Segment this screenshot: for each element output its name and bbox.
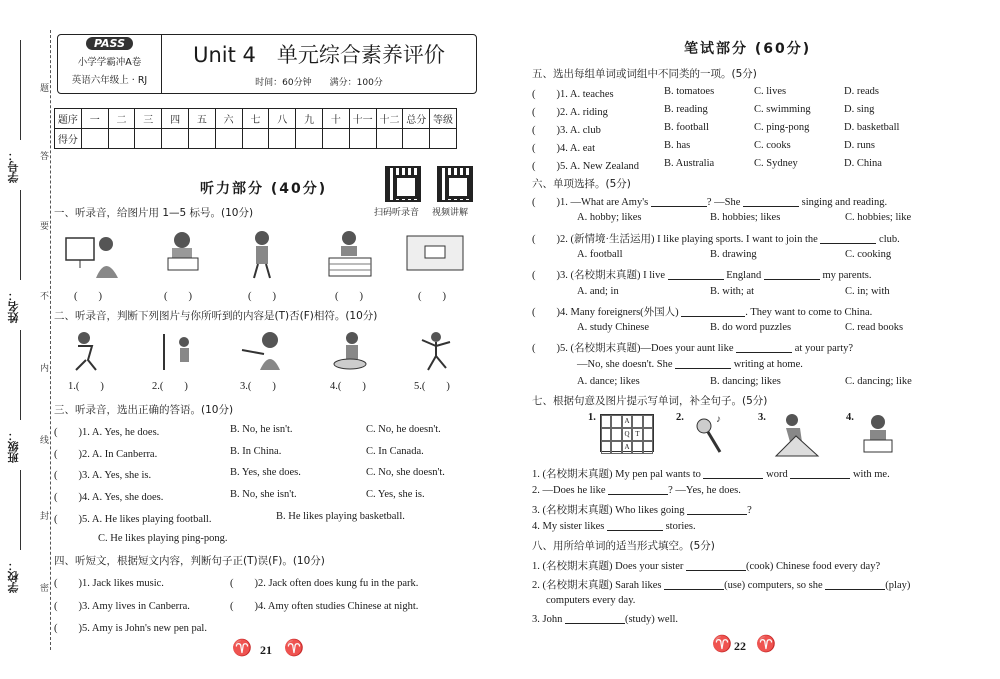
q8-title: 八、用所给单词的适当形式填空。(5分) [532,540,715,552]
score-cell[interactable] [81,129,108,149]
blank[interactable] [681,306,745,317]
q6-4-opt-c: C. read books [845,322,904,333]
qr-label-video: 视频讲解 [432,208,469,218]
q5-item-3-b: B. football [664,122,709,133]
picture-word-puzzle [405,232,465,274]
q6-1-opt-c: C. hobbies; like [845,212,912,223]
cut-word: 密 [40,580,49,595]
q5-item-4-a[interactable]: ( )4. A. eat [532,143,595,154]
school-label: 学校： [7,560,20,593]
q4-item-4[interactable]: ( )4. Amy often studies Chinese at night. [230,601,419,612]
crossword-letter: Q [622,428,632,441]
picture-boy-kungfu [244,228,280,280]
q6-2-opt-b: B. drawing [710,249,757,260]
q5-item-5-a[interactable]: ( )5. A. New Zealand [532,161,640,172]
q5-item-1-a[interactable]: ( )1. A. teaches [532,89,614,100]
q4-item-2[interactable]: ( )2. Jack often does kung fu in the park. [230,578,419,589]
q6-5-text: at your party? [792,343,854,354]
student-number-label: 学号： [7,150,20,183]
q6-1-text: ( )1. —What are Amy's [532,197,651,208]
q6-item-3[interactable] [532,267,871,282]
score-header-cell: 一 [81,109,108,129]
blank[interactable] [668,269,724,280]
q8-3-text: 3. John [532,614,565,625]
cut-word: 内 [40,360,49,375]
picture-kids-playing [150,330,196,372]
q3-item-3-a[interactable]: ( )3. A. Yes, she is. [54,470,152,481]
blank[interactable] [675,358,731,369]
score-header-cell: 九 [296,109,323,129]
q6-item-1[interactable] [532,194,887,209]
listening-section-title: 听力部分 (40分) [200,181,328,197]
score-cell[interactable] [376,129,403,149]
q6-4-opt-a: A. study Chinese [577,322,650,333]
q1-title: 一、听录音，给图片用 1—5 标号。(10分) [54,207,254,219]
q6-3-opt-b: B. with; at [710,286,755,297]
q7-pic-num-3: 3. [758,412,766,423]
q6-5-opt-c: C. dancing; like [845,376,912,387]
score-header-cell: 等级 [430,109,457,129]
score-cell[interactable] [403,129,430,149]
exam-info: 时间：60分钟 满分：100分 [255,78,383,88]
q6-5-text: writing at home. [731,359,803,370]
q4-title: 四、听短文，根据短文内容，判断句子正(T)误(F)。(10分) [54,555,325,567]
q6-item-2[interactable] [532,231,900,246]
q2-answer-1[interactable]: 1.( ) [68,381,104,392]
q6-3-opt-c: C. in; with [845,286,890,297]
blank[interactable] [764,269,820,280]
score-cell[interactable] [242,129,269,149]
q7-item-1[interactable] [532,466,890,481]
q6-5-text: ( )5. (名校期末真题)—Does your aunt like [532,343,737,354]
q3-item-2-b: B. In China. [230,446,282,457]
q8-2-text: 2. (名校期末真题) Sarah likes [532,580,665,591]
score-cell[interactable] [430,129,457,149]
q7-4-text: stories. [662,521,696,532]
binding-line [50,30,51,650]
blank[interactable] [703,468,763,479]
q6-5-opt-a: A. dance; likes [577,376,640,387]
q5-item-2-d: D. sing [844,104,875,115]
q5-item-4-c: C. cooks [754,140,791,151]
exam-header [57,34,477,94]
score-cell[interactable] [349,129,376,149]
school-field[interactable] [20,470,21,550]
q6-3-opt-a: A. and; in [577,286,619,297]
q6-3-text: my parents. [819,270,872,281]
q7-item-2[interactable] [532,484,741,496]
cut-word: 封 [40,508,49,523]
q5-item-2-a[interactable]: ( )2. A. riding [532,107,608,118]
q5-item-1-c: C. lives [754,86,787,97]
q4-item-3[interactable]: ( )3. Amy lives in Canberra. [54,601,190,612]
blank[interactable] [664,579,724,590]
q3-item-5-c: C. He likes playing ping-pong. [98,533,228,544]
q8-2-text: (play) [885,580,911,591]
qr-label-audio: 扫码听录音 [374,208,420,218]
picture-girl-reading [856,412,900,458]
q3-item-1-a[interactable]: ( )1. A. Yes, he does. [54,427,160,438]
q2-answer-5[interactable]: 5.( ) [414,381,450,392]
score-header-cell: 三 [135,109,162,129]
q2-answer-4[interactable]: 4.( ) [330,381,366,392]
q3-title: 三、听录音，选出正确的答语。(10分) [54,404,234,416]
q5-item-3-c: C. ping-pong [754,122,810,133]
q5-item-5-d: D. China [844,158,882,169]
q1-answer-1[interactable]: ( ) [74,291,102,302]
q6-item-5[interactable] [532,340,853,355]
q3-item-2-a[interactable]: ( )2. A. In Canberra. [54,449,158,460]
q7-4-text: 4. My sister likes [532,521,607,532]
q4-item-1[interactable]: ( )1. Jack likes music. [54,578,164,589]
q8-item-3[interactable] [532,613,678,625]
q8-2-text: (use) computers, so she [724,580,826,591]
q3-item-1-c: C. No, he doesn't. [366,424,441,435]
q2-title: 二、听录音，判断下列图片与你所听到的内容是(T)否(F)相符。(10分) [54,310,378,322]
score-cell[interactable] [162,129,189,149]
blank[interactable] [608,484,668,495]
q5-item-3-a[interactable]: ( )3. A. club [532,125,601,136]
blank[interactable] [825,579,885,590]
crossword-letter: A [622,441,632,454]
q7-1-text: word [763,469,791,480]
q6-5-text: —No, she doesn't. She [577,359,676,370]
picture-kid-running [68,330,104,372]
decor-tree-icon: ♈ [712,636,732,653]
q5-title: 五、选出每组单词或词组中不同类的一项。(5分) [532,68,757,80]
blank[interactable] [790,468,850,479]
q7-3-text: 3. (名校期末真题) Who likes going [532,505,688,516]
name-label: 姓名： [7,290,20,323]
q5-item-5-b: B. Australia [664,158,715,169]
q1-answer-2[interactable]: ( ) [164,291,192,302]
score-table [54,108,457,149]
q3-item-1-b: B. No, he isn't. [230,424,293,435]
q3-item-3-b: B. Yes, she does. [230,467,301,478]
cut-word: 线 [40,432,49,447]
q3-item-4-c: C. Yes, she is. [366,489,425,500]
class-field[interactable] [20,330,21,420]
q3-item-3-c: C. No, she doesn't. [366,467,445,478]
q3-item-5-b: B. He likes playing basketball. [276,511,405,522]
series-name: 小学学霸冲A卷 [77,57,142,68]
crossword-letter: T [632,428,642,441]
score-cell[interactable] [135,129,162,149]
q1-answer-5[interactable]: ( ) [418,291,446,302]
q8-1-text: 1. (名校期末真题) Does your sister [532,561,686,572]
score-cell[interactable] [108,129,135,149]
qr-code-audio[interactable] [385,166,421,202]
q7-pic-num-2: 2. [676,412,684,423]
q5-item-1-d: D. reads [844,86,879,97]
cut-word: 题 [40,80,49,95]
page-number-right: 22 [734,639,746,653]
score-cell[interactable] [322,129,349,149]
q7-1-text: with me. [850,469,890,480]
q3-item-4-b: B. No, she isn't. [230,489,297,500]
crossword-letter: A [622,415,632,428]
q5-item-2-b: B. reading [664,104,708,115]
blank[interactable] [686,560,746,571]
blank[interactable] [651,196,707,207]
page-title: Unit 4 单元综合素养评价 [193,43,445,67]
q6-4-opt-b: B. do word puzzles [710,322,792,333]
q6-item-5-line2[interactable] [577,358,803,370]
q1-answer-3[interactable]: ( ) [248,291,276,302]
score-cell[interactable] [188,129,215,149]
q8-3-text: (study) well. [624,614,679,625]
q5-item-4-d: D. runs [844,140,875,151]
decor-tree-icon: ♈ [232,640,252,657]
score-header-cell: 十一 [349,109,376,129]
score-header-cell: 二 [108,109,135,129]
blank[interactable] [736,342,792,353]
q1-answer-4[interactable]: ( ) [335,291,363,302]
score-cell[interactable] [296,129,323,149]
blank[interactable] [565,613,625,624]
q7-2-text: ? —Yes, he does. [668,485,741,496]
decor-tree-icon: ♈ [756,636,776,653]
q6-2-opt-a: A. football [577,249,623,260]
writing-section-title: 笔试部分 (60分) [684,41,812,57]
score-header-cell: 题序 [55,109,82,129]
grade-label: 英语六年级上 · RJ [71,75,148,86]
blank[interactable] [743,196,799,207]
q7-item-3[interactable] [532,502,752,517]
cut-word: 要 [40,218,49,233]
q6-5-opt-b: B. dancing; likes [710,376,781,387]
q5-item-1-b: B. tomatoes [664,86,715,97]
q7-3-text: ? [747,505,752,516]
page-number-left: 21 [260,643,272,657]
score-header-cell: 六 [215,109,242,129]
q4-item-5[interactable]: ( )5. Amy is John's new pen pal. [54,623,207,634]
student-number-field[interactable] [20,40,21,140]
class-label: 班级： [7,430,20,463]
q7-2-text: 2. —Does he like [532,485,609,496]
pass-logo: PASS [86,37,133,50]
q5-item-2-c: C. swimming [754,104,811,115]
q7-item-4[interactable] [532,520,696,532]
q8-item-2[interactable] [532,577,910,592]
q7-pic-num-4: 4. [846,412,854,423]
cut-word: 不 [40,288,49,303]
blank[interactable] [607,520,663,531]
brand-block [58,35,162,93]
score-header-cell: 七 [242,109,269,129]
q7-title: 七、根据句意及图片提示写单词，补全句子。(5分) [532,395,768,407]
qr-code-video[interactable] [437,166,473,202]
q2-answer-2[interactable]: 2.( ) [152,381,188,392]
q6-2-text: club. [876,234,900,245]
score-cell[interactable] [269,129,296,149]
q6-4-text: . They want to come to China. [745,307,873,318]
score-header-cell: 八 [269,109,296,129]
q5-item-5-c: C. Sydney [754,158,798,169]
q8-item-1[interactable] [532,558,880,573]
picture-boy-hiking [772,412,822,458]
score-header-cell: 四 [162,109,189,129]
picture-computer-girl [62,228,122,280]
score-row-label: 得分 [55,129,82,149]
svg-text:♪: ♪ [716,414,721,425]
q6-item-4[interactable] [532,304,872,319]
picture-boy-chess [325,228,375,280]
q8-1-text: (cook) Chinese food every day? [745,561,881,572]
q6-1-opt-b: B. hobbies; likes [710,212,781,223]
q7-1-text: 1. (名校期末真题) My pen pal wants to [532,469,704,480]
name-field[interactable] [20,190,21,280]
q7-pic-num-1: 1. [588,412,596,423]
q5-item-3-d: D. basketball [844,122,900,133]
score-header-cell: 五 [188,109,215,129]
q5-item-4-b: B. has [664,140,691,151]
picture-boy-reading [160,228,210,280]
blank[interactable] [687,504,747,515]
q6-3-text: England [723,270,764,281]
picture-girl-cooking [328,330,374,372]
score-cell[interactable] [215,129,242,149]
q6-1-opt-a: A. hobby; likes [577,212,642,223]
score-header-cell: 十二 [376,109,403,129]
q6-3-text: ( )3. (名校期末真题) I live [532,270,668,281]
q3-item-2-c: C. In Canada. [366,446,424,457]
q8-item-2-cont: computers every day. [546,595,636,606]
score-header-cell: 总分 [403,109,430,129]
blank[interactable] [820,233,876,244]
q6-4-text: ( )4. Many foreigners(外国人) [532,307,682,318]
q6-2-opt-c: C. cooking [845,249,892,260]
q6-2-text: ( )2. (新情境·生活运用) I like playing sports. I want to join the [532,234,821,245]
picture-girl-dancing [418,330,456,372]
q6-title: 六、单项选择。(5分) [532,178,631,190]
decor-tree-icon: ♈ [284,640,304,657]
picture-microphone-music [686,412,730,458]
cut-word: 答 [40,148,49,163]
q2-answer-3[interactable]: 3.( ) [240,381,276,392]
q3-item-5-a[interactable]: ( )5. A. He likes playing football. [54,514,212,525]
score-header-cell: 十 [322,109,349,129]
picture-girl-pointing [238,330,290,372]
q6-1-text: ? —She [706,197,743,208]
picture-crossword [600,414,654,452]
q3-item-4-a[interactable]: ( )4. A. Yes, she does. [54,492,164,503]
q6-1-text: singing and reading. [799,197,888,208]
